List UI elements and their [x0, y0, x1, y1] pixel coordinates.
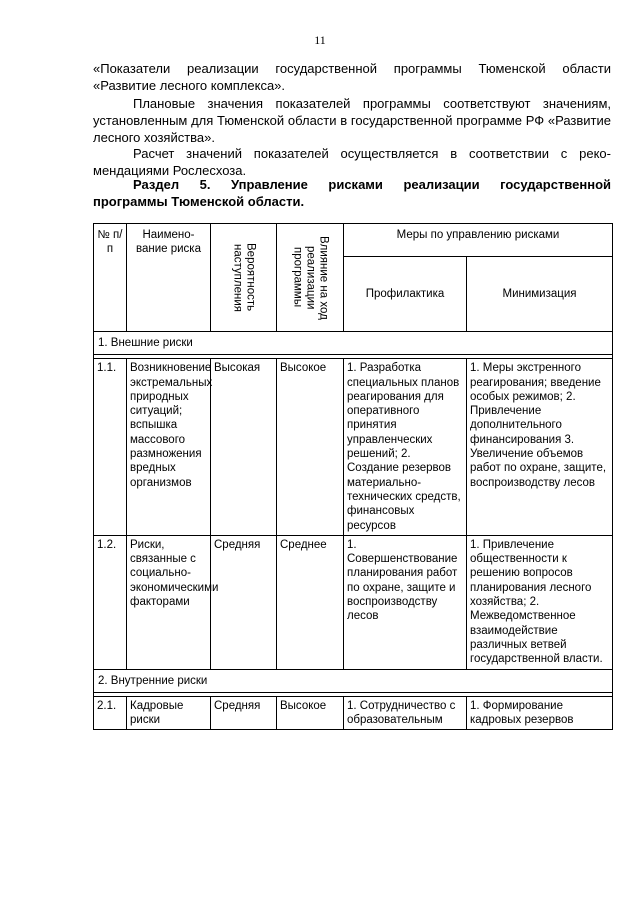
table-row — [94, 696, 613, 730]
row-risk-name: Кадровые риски — [127, 696, 211, 730]
row-prevention: 1. Совершенствование планирования работ по охране, защите и воспроизводству лесов — [344, 535, 467, 669]
page-number: 11 — [314, 33, 326, 47]
row-probability: Высокая — [211, 359, 277, 536]
row-prevention: 1. Разработка специальных планов реагирования для оперативного принятия управленческих решений; 2. Создание резервов материально-технических средств, финансовых ресурсов — [344, 359, 467, 536]
section-heading — [93, 176, 611, 210]
row-probability: Средняя — [211, 696, 277, 730]
header-prevention: Профилактика — [344, 257, 467, 332]
header-impact-label: Влияние на ход реализации программы — [291, 235, 330, 320]
section-title: 1. Внешние риски — [94, 332, 613, 355]
row-num: 1.1. — [94, 359, 127, 536]
row-probability: Средняя — [211, 535, 277, 669]
section-heading-line-2: программы Тюменской области. — [93, 194, 305, 209]
row-impact: Среднее — [277, 535, 344, 669]
section-row-external — [94, 332, 613, 355]
row-minimization: 1. Меры экстренного реагирования; введение особых режимов; 2. Привлечение дополнительного финансирования 3. Увеличение объемов работ по охране, защите, воспроизводству лесов — [467, 359, 613, 536]
header-measures: Меры по управлению рисками — [344, 224, 613, 257]
row-num: 2.1. — [94, 696, 127, 730]
row-minimization: 1. Формирование кадровых резервов — [467, 696, 613, 730]
row-impact: Высокое — [277, 359, 344, 536]
table-row — [94, 359, 613, 536]
header-num: № п/п — [94, 224, 127, 332]
paragraph-2: Плановые значения показателей программы соответствуют значениям, установленным для Тюменской области в государственной программе РФ «Развитие лесного хозяйства». — [93, 96, 611, 145]
row-num: 1.2. — [94, 535, 127, 669]
row-prevention: 1. Сотрудничество с образовательным — [344, 696, 467, 730]
paragraph-3: Расчет значений показателей осуществляется в соответствии с реко-мендациями Рослесхоза. — [93, 146, 611, 178]
section-title: 2. Внутренние риски — [94, 669, 613, 692]
table-row — [94, 535, 613, 669]
row-impact: Высокое — [277, 696, 344, 730]
risk-management-table — [93, 223, 613, 730]
section-heading-line-1: Раздел 5. Управление рисками реализации государственной — [133, 177, 611, 192]
row-risk-name: Возникновение экстремальных природных ситуаций; вспышка массового размножения вредных организмов — [127, 359, 211, 536]
section-row-internal — [94, 669, 613, 692]
row-minimization: 1. Привлечение общественности к решению вопросов планирования лесного хозяйства; 2. Межведомственное взаимодействие различных ветвей государственной власти. — [467, 535, 613, 669]
header-impact — [277, 224, 344, 332]
header-minimization: Минимизация — [467, 257, 613, 332]
paragraph-1: «Показатели реализации государственной программы Тюменской области «Развитие лесного комплекса». — [93, 61, 611, 93]
header-probability-label: Вероятность наступления — [231, 243, 257, 312]
header-probability — [211, 224, 277, 332]
row-risk-name: Риски, связанные с социально-экономическими факторами — [127, 535, 211, 669]
header-risk-name: Наимено-вание риска — [127, 224, 211, 332]
